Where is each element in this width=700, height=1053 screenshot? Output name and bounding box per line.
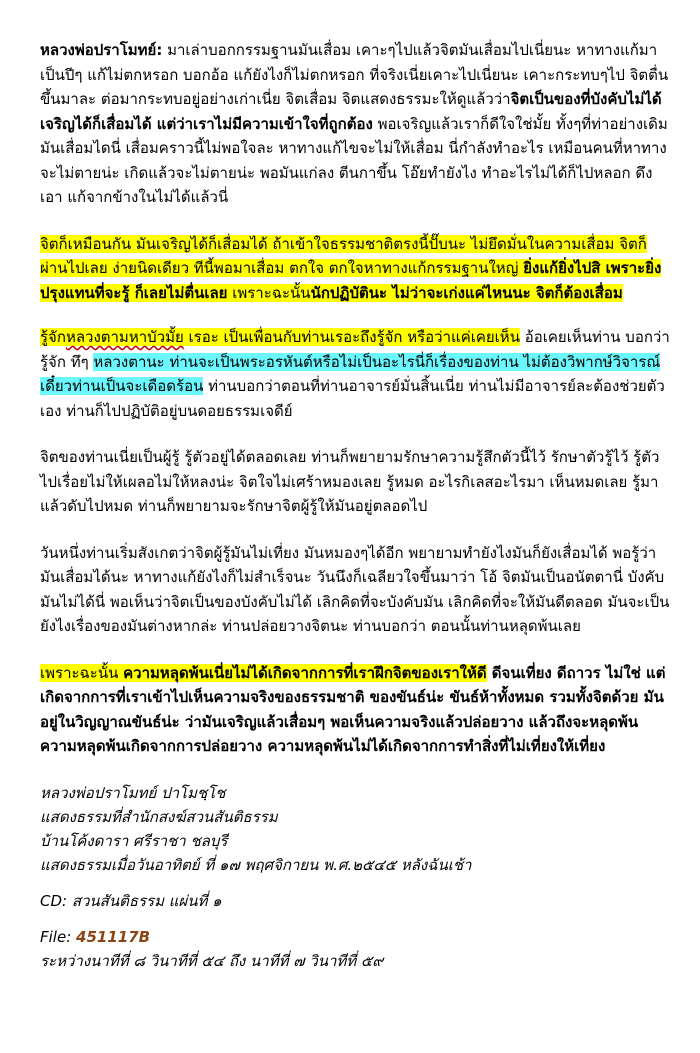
footer-date: แสดงธรรมเมื่อวันอาทิตย์ ที่ ๑๗ พฤศจิกายน พ.ศ.๒๕๔๕ หลังฉันเช้า bbox=[40, 855, 472, 874]
paragraph-6 bbox=[40, 661, 670, 759]
p6-highlight-bold-b: ความหลุดพ้นเนี่ยไม่ได้เกิดจากการที่เราฝึกจิตของเราให้ดี bbox=[123, 663, 487, 682]
p2-highlight-bold-d: นักปฏิบัตินะ ไม่ว่าจะเก่งแค่ไหนนะ จิตก็ต้องเสื่อม bbox=[310, 283, 623, 302]
p1-bold-text: จิตเป็นของที่บังคับไม่ได้ เจริญได้ก็เสื่อมได้ แต่ว่าเราไม่มีความเข้าใจที่ถูกต้อง bbox=[40, 90, 662, 133]
p2-highlight-bold-b: ยิ่งแก้ยิ่งไปสิ เพราะยิ่งปรุงแทนที่จะรู้ ก็เลยไม่ตื่นเลย bbox=[40, 259, 662, 302]
footer-file bbox=[40, 925, 670, 949]
footer-cd: CD: สวนสันติธรรม แผ่นที่ ๑ bbox=[40, 891, 222, 910]
footer-location: บ้านโค้งดารา ศรีราชา ชลบุรี bbox=[40, 831, 228, 850]
p6-bold-c: ดีจนเที่ยง ดีถาวร ไม่ใช่ แต่เกิดจากการที่เราเข้าไปเห็นความจริงของธรรมชาติ ของขันธ์น่ะ ขันธ์ห้าทั้งหมด รวมทั้งจิตด้วย มันอยู่ในวิญญาณขันธ์น่ะ ว่ามันเจริญแล้วเสื่อมๆ พอเห็นความจริงแล้วปล่อยวาง แล้วถึงจะหลุดพ้น ความหลุดพ้นเกิดจากการปล่อยวาง ความหลุดพ้นไม่ได้เกิดจากการทำสิ่งที่ไม่เที่ยงให้เที่ยง bbox=[40, 663, 666, 755]
p6-highlight-a: เพราะฉะนั้น bbox=[40, 663, 124, 682]
p1-text-c: พอเจริญแล้วเราก็ดีใจใช่มั้ย ทั้งๆที่ท่าอย่างเดิมมันเสื่อมไดนี่ เสื่อมคราวนี้ไม่พอใจละ หาทางแก้ไขจะไม่ให้เสื่อม นี่กำลังทำอะไร เหมือนคนที่หาทางจะไม่ตายน่ะ เกิดแล้วจะไม่ตายน่ะ พอมันแก่ลง ตีนกาขึ้น โอ๊ยทำยังไง ทำอะไรไม่ได้ก็ไปหลอก ดึงเอา แก้จากข้างในไม่ได้แล้วนี่ bbox=[40, 114, 668, 206]
p2-highlight-a: จิตก็เหมือนกัน มันเจริญได้ก็เสื่อมได้ ถ้าเข้าใจธรรมชาติตรงนี้ปั๊บนะ ไม่ยึดมั่นในความเสื่อม จิตก็ผ่านไปเลย ง่ายนิดเดียว ทีนี้พอมาเสื่อม ตกใจ ตกใจหาทางแก้กรรมฐานใหญ่ bbox=[40, 234, 647, 277]
p1-text-a: มาเล่าบอกกรรมฐานมันเสื่อม เคาะๆไปแล้วจิตมันเสื่อมไปเนี่ยนะ หาทางแก้มาเป็นปีๆ แก้ไม่ตกหรอก บอกอ้อ แก้ยังไงก็ไม่ตกหรอก ที่จริงเนี่ยเคาะไปเนี่ยนะ เคาะกระทบๆไป จิตตื่นขึ้นมาละ ต่อมากระทบอยู่อย่างเก่าเนี่ย จิตเสื่อม จิตแสดงธรรมะให้ดูแล้วว่า bbox=[40, 41, 669, 108]
p3-text-f: ท่านบอกว่าตอนที่ท่านอาจารย์มั่นสิ้นเนี่ย ท่านไม่มีอาจารย์ละต้องช่วยตัวเอง ท่านก็ไปปฏิบัติอยู่บนดอยธรรมเจดีย์ bbox=[40, 377, 665, 420]
p3-spellcheck-word: หลวงตามหาบัวมั้ย bbox=[65, 328, 184, 346]
p3-cyan-highlight: หลวงตานะ ท่านจะเป็นพระอรหันต์หรือไม่เป็นอะไรนี่ก็เรื่องของท่าน ไม่ต้องวิพากษ์วิจารณ์ เดี๋ยวท่านเป็นจะเดือดร้อน bbox=[40, 352, 661, 395]
p3-highlight-c: เรอะ เป็นเพื่อนกับท่านเรอะถึงรู้จัก หรือว่าแค่เคยเห็น bbox=[183, 328, 520, 346]
source-footer bbox=[40, 781, 670, 973]
transcript bbox=[40, 38, 670, 973]
file-id: 451117B bbox=[76, 927, 151, 946]
paragraph-4: จิตของท่านเนี่ยเป็นผู้รู้ รู้ตัวอยู่ได้ตลอดเลย ท่านก็พยายามรักษาความรู้สึกตัวนี้ไว้ รักษาตัวรู้ไว้ รู้ตัวไปเรื่อยไม่ให้เผลอไม่ให้หลงน่ะ จิตใจไม่เศร้าหมองเลย รู้หมด อะไรกิเลสอะไรมา เห็นหมดเลย รู้มาแล้วดับไปหมด ท่านก็พยายามจะรักษาจิตผู้รู้ให้มันอยู่ตลอดไป bbox=[40, 448, 660, 515]
paragraph-5: วันหนึ่งท่านเริ่มสังเกตว่าจิตผู้รู้มันไม่เที่ยง มันหมองๆได้อีก พยายามทำยังไงมันก็ยังเสื่อมได้ พอรู้ว่ามันเสื่อมได้นะ หาทางแก้ยังไงก็ไม่สำเร็จนะ วันนึงก็เฉลียวใจขึ้นมาว่า โอ้ จิตมันเป็นอนัตตานี่ บังคับมันไม่ได้นี่ พอเห็นว่าจิตเป็นของบังคับไม่ได้ เลิกคิดที่จะบังคับมัน เลิกคิดที่จะให้มันดีตลอด มันจะเป็นยังไงเรื่องของมันต่างหากล่ะ ท่านปล่อยวางจิตนะ ท่านบอกว่า ตอนนั้นท่านหลุดพ้นเลย bbox=[40, 543, 670, 635]
footer-timecode: ระหว่างนาทีที่ ๘ วินาทีที่ ๕๔ ถึง นาทีที่ ๗ วินาทีที่ ๕๙ bbox=[40, 951, 384, 970]
paragraph-1 bbox=[40, 38, 670, 210]
speaker-label: หลวงพ่อปราโมทย์: bbox=[40, 41, 163, 59]
p3-highlight-a: รู้จัก bbox=[40, 328, 66, 346]
footer-venue: แสดงธรรมที่สำนักสงฆ์สวนสันติธรรม bbox=[40, 807, 278, 826]
paragraph-2 bbox=[40, 232, 670, 306]
footer-speaker: หลวงพ่อปราโมทย์ ปาโมชฺโช bbox=[40, 783, 226, 802]
file-label: File: bbox=[40, 927, 77, 946]
paragraph-3 bbox=[40, 325, 670, 423]
p3-text-d: อ้อเคยเห็นท่าน บอกว่ารู้จัก ทึๆ bbox=[40, 328, 670, 371]
p2-highlight-c: เพราะฉะนั้น bbox=[227, 283, 311, 302]
